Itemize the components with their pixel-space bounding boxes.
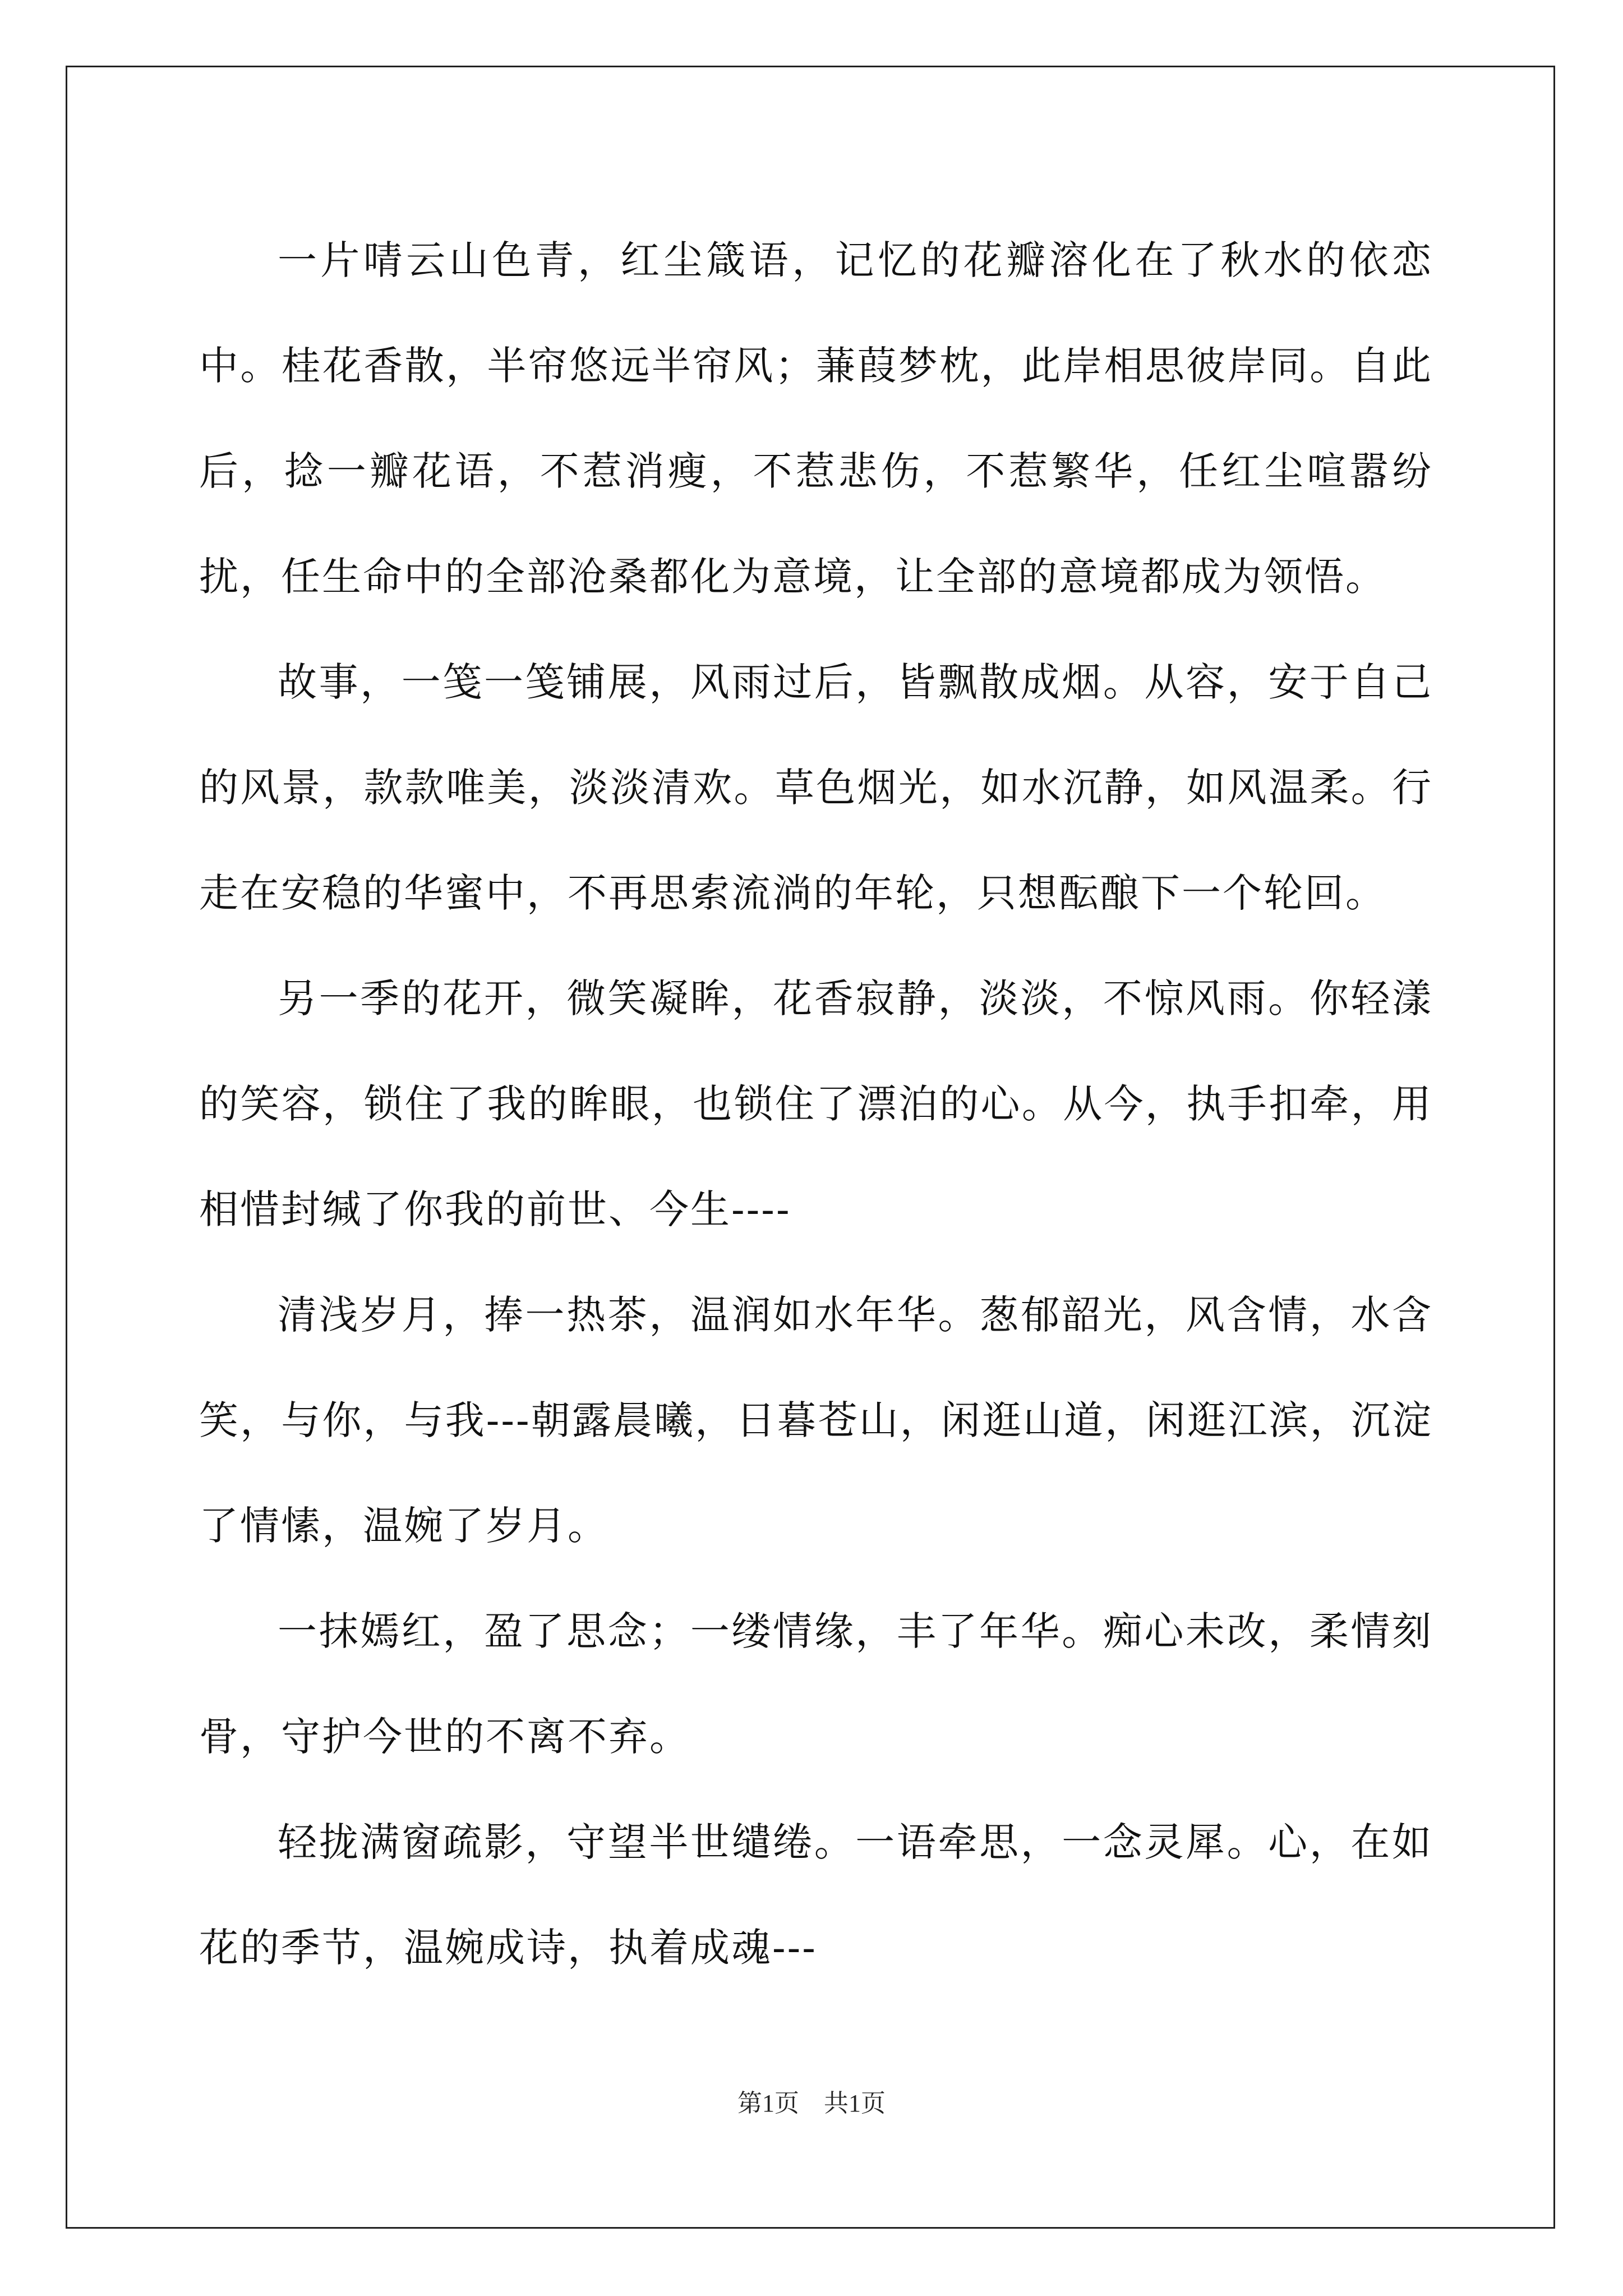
paragraph: 轻拢满窗疏影，守望半世缱绻。一语牵思，一念灵犀。心，在如花的季节，温婉成诗，执着成魂--- (199, 1819, 1433, 1971)
paragraph: 一抹嫣红，盈了思念；一缕情缘，丰了年华。痴心未改，柔情刻骨，守护今世的不离不弃。 (199, 1608, 1433, 1760)
page-total: 共1页 (824, 2090, 886, 2117)
paragraph: 故事，一笺一笺铺展，风雨过后，皆飘散成烟。从容，安于自己的风景，款款唯美，淡淡清欢。草色烟光，如水沉静，如风温柔。行走在安稳的华蜜中，不再思索流淌的年轮，只想酝酿下一个轮回。 (199, 659, 1433, 916)
page-number: 第1页 (737, 2090, 799, 2117)
document-body (199, 208, 1433, 2000)
paragraph: 清浅岁月，捧一热茶，温润如水年华。葱郁韶光，风含情，水含笑，与你，与我---朝露晨曦，日暮苍山，闲逛山道，闲逛江滨，沉淀了情愫，温婉了岁月。 (199, 1292, 1433, 1549)
paragraph: 一片啨云山色青，红尘箴语，记忆的花瓣溶化在了秋水的依恋中。桂花香散，半帘悠远半帘风；蒹葭梦枕，此岸相思彼岸同。自此后，捻一瓣花语，不惹消瘦，不惹悲伤，不惹繁华，任红尘喧嚣纷扰，任生命中的全部沧桑都化为意境，让全部的意境都成为领悟。 (199, 237, 1433, 600)
paragraph: 另一季的花开，微笑凝眸，花香寂静，淡淡，不惊风雨。你轻漾的笑容，锁住了我的眸眼，也锁住了漂泊的心。从今，执手扣牵，用相惜封缄了你我的前世、今生---- (199, 976, 1433, 1232)
page-footer (0, 2087, 1623, 2120)
